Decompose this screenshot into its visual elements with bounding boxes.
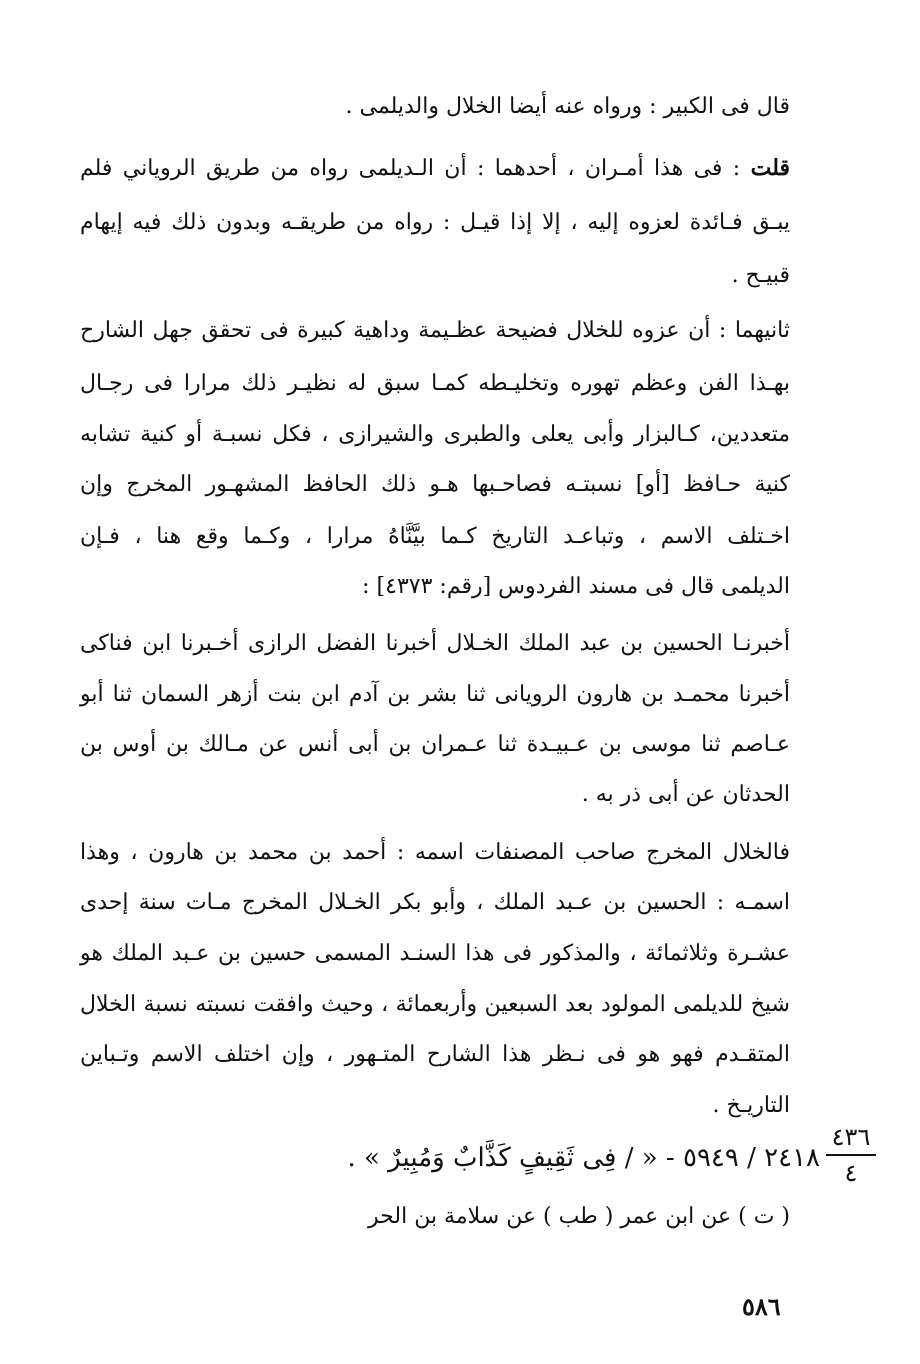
paragraph-4-line-1: أخبرنـا الحسين بن عبد الملك الخـلال أخبرنا الفضل الرازى أخـبرنا ابن فناكى (80, 631, 790, 656)
paragraph-5-line-4: شيخ للديلمى المولود بعد السبعين وأربعمائة ، وحيث وافقت نسبته نسبة الخلال (80, 992, 790, 1017)
paragraph-3-line-1: ثانيهما : أن عزوه للخلال فضيحة عظـيمة وداهية كبيرة فى تحقق جهل الشارح (80, 318, 790, 343)
margin-reference-part: ٤ (844, 1159, 858, 1187)
paragraph-3-line-6: الديلمى قال فى مسند الفردوس [رقم: ٤٣٧٣] : (362, 574, 790, 599)
paragraph-2-line-2: يبـق فـائدة لعزوه إليه ، إلا إذا قيـل : رواه من طريقـه وبدون ذلك فيه إيهام (80, 210, 790, 235)
paragraph-5-line-6: التاريـخ . (712, 1093, 790, 1118)
hadith-source: ( ت ) عن ابن عمر ( طب ) عن سلامة بن الحر (368, 1204, 790, 1229)
paragraph-4-line-2: أخبرنا محمـد بن هارون الرويانى ثنا بشر بن آدم ابن بنت أزهر السمان ثنا أبو (80, 682, 790, 707)
paragraph-3-line-2: بهـذا الفن وعظم تهوره وتخليـطه كمـا سبق له نظيـر ذلك مرارا فى رجـال (80, 371, 790, 396)
paragraph-3-line-5: اخـتلف الاسم ، وتباعـد التاريخ كـما بيَّنَّاهُ مرارا ، وكـما وقع هنا ، فـإن (80, 524, 790, 549)
paragraph-3-line-3: متعددين، كـالبزار وأبى يعلى والطبرى والشيرازى ، فكل نسبـة أو كنية تشابه (80, 422, 790, 447)
paragraph-3-line-4: كنية حـافظ [أو] نسبتـه فصاحـبها هـو ذلك الحافظ المشهـور المخرج وإن (80, 472, 790, 497)
page-number: ٥٨٦ (742, 1292, 781, 1321)
paragraph-5-line-5: المتقـدم فهو هو فى نـظر هذا الشارح المتـهور ، وإن اختلف الاسم وتـباين (80, 1042, 790, 1067)
paragraph-4-line-4: الحدثان عن أبى ذر به . (581, 782, 790, 807)
paragraph-2-lead: قلت (750, 155, 790, 181)
paragraph-2-line-1-text: : فى هذا أمـران ، أحدهما : أن الـديلمى رواه من طريق الروياني فلم (80, 156, 741, 181)
paragraph-2-line-1 (80, 151, 790, 186)
paragraph-5-line-2: اسمـه : الحسين بن عـبد الملك ، وأبو بكر الخـلال المخرج مـات سنة إحدى (80, 890, 791, 915)
paragraph-4-line-3: عـاصم ثنا موسى بن عـبيـدة ثنا عـمران بن أبى أنس عن مـالك بن أوس بن (80, 732, 790, 757)
paragraph-1-line-1: قال فى الكبير : ورواه عنه أيضا الخلال والديلمى . (345, 94, 790, 119)
paragraph-2-line-3: قبيـح . (731, 263, 790, 288)
paragraph-5-line-1: فالخلال المخرج صاحب المصنفات اسمه : أحمد بن محمد بن هارون ، وهذا (80, 840, 790, 865)
margin-reference-volume-page: ٤٣٦ (826, 1124, 876, 1156)
margin-reference (826, 1124, 876, 1186)
paragraph-5-line-3: عشـرة وثلاثمائة ، والمذكور فى هذا السنـد المسمى حسين بن عـبد الملك هو (80, 941, 790, 966)
hadith-text: ٢٤١٨ / ٥٩٤٩ - « / فِى ثَقِيفٍ كَذَّابٌ وَمُبِيرٌ » . (347, 1143, 820, 1173)
